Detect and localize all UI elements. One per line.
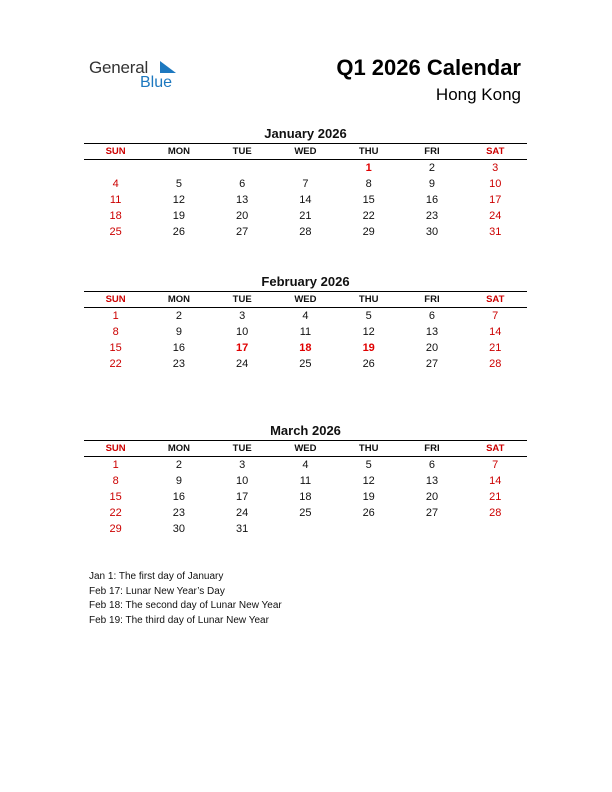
day-cell: 29 bbox=[362, 226, 375, 238]
week-row bbox=[84, 208, 527, 224]
week-row bbox=[84, 192, 527, 208]
day-cell: 17 bbox=[489, 194, 502, 206]
day-cell: 1 bbox=[365, 162, 372, 174]
weekday-sat: SAT bbox=[486, 294, 505, 305]
day-cell: 31 bbox=[236, 523, 249, 535]
day-cell: 9 bbox=[175, 475, 182, 487]
week-row bbox=[84, 505, 527, 521]
day-cell: 23 bbox=[172, 507, 186, 519]
weekday-header bbox=[84, 440, 527, 457]
month-grid bbox=[84, 160, 527, 240]
week-row bbox=[84, 473, 527, 489]
week-row bbox=[84, 457, 527, 473]
empty-day-cell bbox=[84, 160, 147, 176]
weekday-sat: SAT bbox=[486, 443, 505, 454]
day-cell: 12 bbox=[362, 326, 375, 338]
day-cell: 10 bbox=[489, 178, 502, 190]
weekday-mon: MON bbox=[167, 146, 190, 157]
weekday-sat: SAT bbox=[486, 146, 505, 157]
empty-day-cell bbox=[211, 160, 274, 176]
week-row bbox=[84, 340, 527, 356]
day-cell: 26 bbox=[172, 226, 186, 238]
region-subtitle: Hong Kong bbox=[435, 85, 521, 104]
day-cell: 1 bbox=[112, 310, 119, 322]
day-cell: 5 bbox=[365, 310, 372, 322]
weekday-thu: THU bbox=[358, 294, 379, 305]
page-title: Q1 2026 Calendar bbox=[336, 55, 521, 80]
holiday-note: Jan 1: The first day of January bbox=[89, 571, 224, 582]
day-cell: 20 bbox=[425, 491, 439, 503]
logo-word-blue: Blue bbox=[140, 74, 173, 91]
day-cell: 4 bbox=[302, 459, 309, 471]
day-cell: 18 bbox=[109, 210, 122, 222]
week-row bbox=[84, 356, 527, 372]
week-row bbox=[84, 489, 527, 505]
day-cell: 26 bbox=[362, 507, 375, 519]
month-grid bbox=[84, 308, 527, 372]
day-cell: 13 bbox=[425, 475, 439, 487]
day-cell: 16 bbox=[172, 342, 186, 354]
empty-day-cell bbox=[147, 160, 210, 176]
day-cell: 15 bbox=[109, 342, 122, 354]
day-cell: 6 bbox=[428, 459, 436, 471]
weekday-tue: TUE bbox=[232, 146, 252, 157]
empty-day-cell bbox=[464, 521, 527, 537]
holiday-note: Feb 19: The third day of Lunar New Year bbox=[89, 614, 269, 626]
day-cell: 13 bbox=[425, 326, 439, 338]
day-cell: 1 bbox=[112, 459, 119, 471]
day-cell: 2 bbox=[175, 310, 182, 322]
day-cell: 21 bbox=[299, 210, 312, 222]
month-calendar-january bbox=[84, 125, 527, 240]
empty-day-cell bbox=[400, 521, 463, 537]
day-cell: 23 bbox=[425, 210, 439, 222]
day-cell: 25 bbox=[299, 358, 312, 370]
weekday-fri: FRI bbox=[424, 146, 440, 157]
week-row bbox=[84, 176, 527, 192]
weekday-fri: FRI bbox=[424, 443, 440, 454]
week-row bbox=[84, 224, 527, 240]
day-cell: 16 bbox=[425, 194, 439, 206]
empty-day-cell bbox=[274, 160, 337, 176]
month-title: March 2026 bbox=[270, 423, 341, 438]
holiday-notes bbox=[89, 570, 282, 628]
weekday-wed: WED bbox=[294, 294, 317, 305]
day-cell: 12 bbox=[362, 475, 375, 487]
day-cell: 9 bbox=[175, 326, 182, 338]
day-cell: 30 bbox=[425, 226, 439, 238]
day-cell: 3 bbox=[492, 162, 499, 174]
day-cell: 21 bbox=[489, 342, 502, 354]
day-cell: 26 bbox=[362, 358, 375, 370]
logo-flag-icon bbox=[160, 61, 176, 73]
day-cell: 25 bbox=[299, 507, 312, 519]
day-cell: 27 bbox=[425, 507, 439, 519]
day-cell: 22 bbox=[109, 358, 122, 370]
day-cell: 11 bbox=[299, 326, 312, 338]
day-cell: 10 bbox=[236, 475, 249, 487]
weekday-thu: THU bbox=[358, 443, 379, 454]
day-cell: 31 bbox=[489, 226, 502, 238]
day-cell: 2 bbox=[428, 162, 436, 174]
month-title: February 2026 bbox=[261, 274, 350, 289]
day-cell: 6 bbox=[428, 310, 436, 322]
day-cell: 25 bbox=[109, 226, 122, 238]
day-cell: 19 bbox=[172, 210, 186, 222]
day-cell: 11 bbox=[299, 475, 312, 487]
day-cell: 18 bbox=[299, 491, 312, 503]
generalblue-logo bbox=[89, 58, 189, 92]
day-cell: 29 bbox=[109, 523, 122, 535]
day-cell: 5 bbox=[365, 459, 372, 471]
weekday-sun: SUN bbox=[105, 146, 126, 157]
day-cell: 13 bbox=[236, 194, 249, 206]
day-cell: 8 bbox=[112, 475, 119, 487]
day-cell: 27 bbox=[425, 358, 439, 370]
day-cell: 10 bbox=[236, 326, 249, 338]
day-cell: 11 bbox=[109, 194, 122, 206]
day-cell: 18 bbox=[299, 342, 312, 354]
day-cell: 5 bbox=[175, 178, 182, 190]
weekday-wed: WED bbox=[294, 146, 317, 157]
weekday-tue: TUE bbox=[232, 443, 252, 454]
weekday-mon: MON bbox=[167, 294, 190, 305]
day-cell: 3 bbox=[239, 310, 246, 322]
day-cell: 14 bbox=[489, 326, 502, 338]
day-cell: 28 bbox=[489, 358, 502, 370]
day-cell: 19 bbox=[362, 342, 375, 354]
week-row bbox=[84, 324, 527, 340]
day-cell: 22 bbox=[362, 210, 375, 222]
week-row bbox=[84, 308, 527, 324]
day-cell: 14 bbox=[489, 475, 502, 487]
empty-day-cell bbox=[337, 521, 400, 537]
day-cell: 3 bbox=[239, 459, 246, 471]
day-cell: 24 bbox=[489, 210, 502, 222]
day-cell: 12 bbox=[172, 194, 186, 206]
weekday-tue: TUE bbox=[232, 294, 252, 305]
logo-word-general: General bbox=[89, 58, 149, 77]
day-cell: 24 bbox=[236, 358, 249, 370]
day-cell: 7 bbox=[492, 310, 499, 322]
day-cell: 30 bbox=[172, 523, 186, 535]
month-grid bbox=[84, 457, 527, 537]
weekday-sun: SUN bbox=[105, 443, 126, 454]
weekday-mon: MON bbox=[167, 443, 190, 454]
holiday-note: Feb 18: The second day of Lunar New Year bbox=[89, 600, 282, 611]
week-row bbox=[84, 521, 527, 537]
day-cell: 24 bbox=[236, 507, 249, 519]
day-cell: 22 bbox=[109, 507, 122, 519]
day-cell: 17 bbox=[236, 491, 249, 503]
day-cell: 2 bbox=[175, 459, 182, 471]
day-cell: 20 bbox=[425, 342, 439, 354]
day-cell: 19 bbox=[362, 491, 375, 503]
day-cell: 4 bbox=[112, 178, 119, 190]
holiday-note: Feb 17: Lunar New Year’s Day bbox=[89, 585, 225, 597]
day-cell: 28 bbox=[489, 507, 502, 519]
month-title: January 2026 bbox=[264, 126, 347, 141]
empty-day-cell bbox=[274, 521, 337, 537]
day-cell: 9 bbox=[428, 178, 436, 190]
day-cell: 21 bbox=[489, 491, 502, 503]
day-cell: 8 bbox=[112, 326, 119, 338]
day-cell: 7 bbox=[492, 459, 499, 471]
day-cell: 20 bbox=[236, 210, 249, 222]
week-row bbox=[84, 160, 527, 176]
day-cell: 8 bbox=[365, 178, 372, 190]
day-cell: 17 bbox=[236, 342, 249, 354]
month-calendar-february bbox=[84, 273, 527, 372]
day-cell: 27 bbox=[236, 226, 249, 238]
weekday-header bbox=[84, 291, 527, 308]
day-cell: 15 bbox=[362, 194, 375, 206]
day-cell: 23 bbox=[172, 358, 186, 370]
weekday-thu: THU bbox=[358, 146, 379, 157]
weekday-sun: SUN bbox=[105, 294, 126, 305]
day-cell: 15 bbox=[109, 491, 122, 503]
day-cell: 28 bbox=[299, 226, 312, 238]
day-cell: 6 bbox=[239, 178, 246, 190]
weekday-fri: FRI bbox=[424, 294, 440, 305]
weekday-header bbox=[84, 143, 527, 160]
day-cell: 16 bbox=[172, 491, 186, 503]
day-cell: 4 bbox=[302, 310, 309, 322]
weekday-wed: WED bbox=[294, 443, 317, 454]
day-cell: 7 bbox=[302, 178, 309, 190]
month-calendar-march bbox=[84, 422, 527, 537]
day-cell: 14 bbox=[299, 194, 312, 206]
